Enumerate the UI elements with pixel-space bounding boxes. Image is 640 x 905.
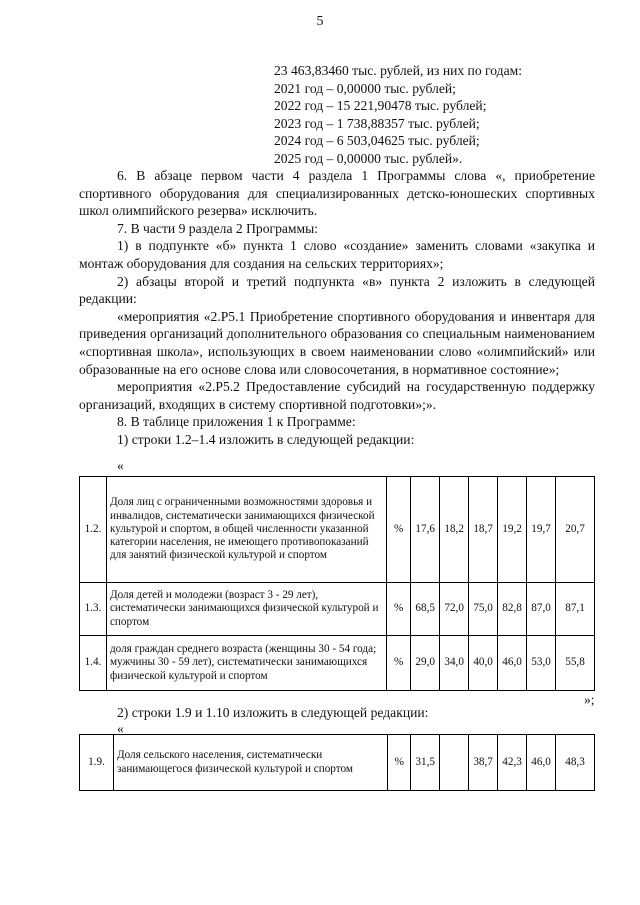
row-description: доля граждан среднего возраста (женщины 30 - 54 года; мужчины 30 - 59 лет), систематически занимающихся физической культурой и спортом	[106, 636, 386, 691]
row-description: Доля лиц с ограниченными возможностями здоровья и инвалидов, систематически занимающихся физической культурой и спортом, в общей численности указанной категории населения, не имеющего противопоказаний для занятий физической культурой и спортом	[106, 477, 386, 583]
value-cell: 55,8	[556, 636, 595, 691]
row-number: 1.3.	[80, 583, 107, 636]
row-description: Доля детей и молодежи (возраст 3 - 29 лет), систематически занимающихся физической культурой и спортом	[106, 583, 386, 636]
indicators-table-1	[79, 476, 595, 691]
value-cell: 75,0	[469, 583, 498, 636]
funding-2022: 2022 год – 15 221,90478 тыс. рублей;	[274, 98, 487, 114]
paragraph-measure-1: «мероприятия «2.Р5.1 Приобретение спортивного оборудования и инвентаря для приведения организаций дополнительного образования со специальным наименованием «спортивная школа», использующих в своем наименовании слово «олимпийский» или образованные на его основе слова или словосочетания, в нормативное состояние»;	[79, 308, 595, 377]
value-cell: 38,7	[469, 735, 498, 791]
value-cell: 18,7	[469, 477, 498, 583]
paragraph-7: 7. В части 9 раздела 2 Программы:	[117, 220, 319, 236]
paragraph-6: 6. В абзаце первом части 4 раздела 1 Программы слова «, приобретение спортивного оборудования для специализированных детско-юношеских спортивных школ олимпийского резерва» исключить.	[79, 168, 595, 219]
open-quote-1: «	[117, 458, 124, 473]
value-cell: 40,0	[469, 636, 498, 691]
row-unit: %	[387, 636, 411, 691]
document-body	[79, 167, 595, 449]
value-cell: 82,8	[498, 583, 527, 636]
row-unit: %	[387, 477, 411, 583]
value-cell: 53,0	[527, 636, 556, 691]
value-cell: 29,0	[411, 636, 440, 691]
row-number: 1.9.	[80, 735, 114, 791]
paragraph-measure-2: мероприятия «2.Р5.2 Предоставление субсидий на государственную поддержку организаций, входящих в систему спортивной подготовки»;».	[79, 379, 595, 412]
funding-2021: 2021 год – 0,00000 тыс. рублей;	[274, 80, 456, 96]
value-cell: 46,0	[498, 636, 527, 691]
open-quote-2: «	[117, 721, 124, 736]
funding-2023: 2023 год – 1 738,88357 тыс. рублей;	[274, 115, 480, 131]
value-cell: 18,2	[440, 477, 469, 583]
table-row	[80, 477, 595, 583]
funding-total: 23 463,83460 тыс. рублей, из них по годам:	[274, 63, 522, 78]
value-cell: 46,0	[527, 735, 556, 791]
value-cell: 87,0	[527, 583, 556, 636]
value-cell: 19,7	[527, 477, 556, 583]
value-cell: 68,5	[411, 583, 440, 636]
table-row	[80, 636, 595, 691]
value-cell: 34,0	[440, 636, 469, 691]
row-description: Доля сельского населения, систематически занимающегося физической культурой и спортом	[113, 735, 387, 791]
row-number: 1.4.	[80, 636, 107, 691]
value-cell: 31,5	[411, 735, 440, 791]
indicators-table-2	[79, 734, 595, 791]
funding-2024: 2024 год – 6 503,04625 тыс. рублей;	[274, 133, 480, 149]
funding-amounts	[274, 62, 522, 168]
paragraph-7-2: 2) абзацы второй и третий подпункта «в» пункта 2 изложить в следующей редакции:	[79, 273, 595, 307]
row-unit: %	[388, 735, 411, 791]
paragraph-7-1: 1) в подпункте «б» пункта 1 слово «создание» заменить словами «закупка и монтаж оборудования для создания на сельских территориях»;	[79, 238, 595, 271]
paragraph-8: 8. В таблице приложения 1 к Программе:	[117, 414, 356, 430]
paragraph-8-2: 2) строки 1.9 и 1.10 изложить в следующей редакции:	[117, 705, 429, 720]
value-cell: 48,3	[556, 735, 595, 791]
value-cell: 87,1	[556, 583, 595, 636]
row-unit: %	[387, 583, 411, 636]
value-cell: 17,6	[411, 477, 440, 583]
value-cell	[440, 735, 469, 791]
table-row	[80, 735, 595, 791]
value-cell: 19,2	[498, 477, 527, 583]
value-cell: 20,7	[556, 477, 595, 583]
page-number: 5	[316, 14, 324, 29]
value-cell: 42,3	[498, 735, 527, 791]
table-row	[80, 583, 595, 636]
row-number: 1.2.	[80, 477, 107, 583]
value-cell: 72,0	[440, 583, 469, 636]
funding-2025: 2025 год – 0,00000 тыс. рублей».	[274, 150, 463, 166]
close-quote: »;	[584, 692, 595, 707]
paragraph-8-1: 1) строки 1.2–1.4 изложить в следующей редакции:	[117, 431, 415, 447]
